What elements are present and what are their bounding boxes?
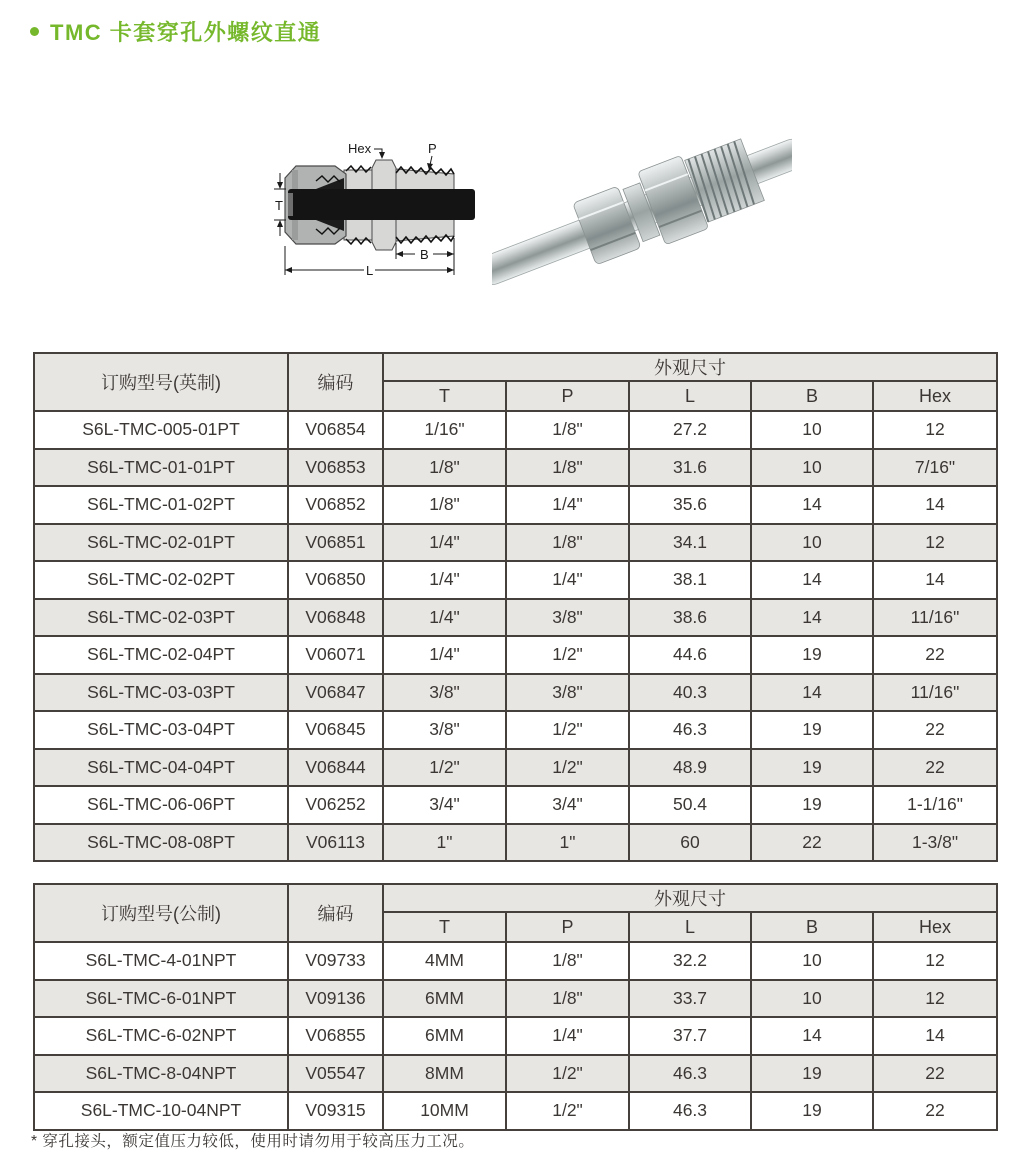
- table-cell: 22: [873, 711, 997, 749]
- table-cell: 14: [873, 1017, 997, 1055]
- dim-label-b: B: [420, 247, 429, 262]
- column-header-P: P: [506, 912, 629, 942]
- table-cell: 31.6: [629, 449, 751, 487]
- table-cell: V06850: [288, 561, 383, 599]
- table-cell: 46.3: [629, 1092, 751, 1130]
- table-cell: 6MM: [383, 980, 506, 1018]
- table-cell: 1/4": [506, 1017, 629, 1055]
- table-cell: 14: [873, 561, 997, 599]
- table-cell: 1/4": [506, 486, 629, 524]
- table-row: [34, 636, 997, 674]
- tube: [288, 189, 475, 220]
- table-cell: 14: [751, 486, 873, 524]
- table-cell: V06844: [288, 749, 383, 787]
- table-cell: 10: [751, 449, 873, 487]
- table-cell: 11/16": [873, 599, 997, 637]
- table-cell: 1/8": [383, 449, 506, 487]
- table-cell: S6L-TMC-08-08PT: [34, 824, 288, 862]
- table-cell: 1/4": [383, 561, 506, 599]
- table-cell: 14: [751, 561, 873, 599]
- table-cell: 33.7: [629, 980, 751, 1018]
- table-cell: 11/16": [873, 674, 997, 712]
- table-cell: 3/8": [383, 711, 506, 749]
- table-cell: 19: [751, 786, 873, 824]
- table-cell: 1/8": [506, 980, 629, 1018]
- table-cell: 14: [751, 674, 873, 712]
- table-cell: 10: [751, 980, 873, 1018]
- table-cell: 1-1/16": [873, 786, 997, 824]
- column-header-code: 编码: [288, 884, 383, 942]
- table-cell: 10: [751, 411, 873, 449]
- table-cell: S6L-TMC-03-03PT: [34, 674, 288, 712]
- column-header-L: L: [629, 381, 751, 411]
- table-cell: 1/4": [383, 636, 506, 674]
- table-row: [34, 749, 997, 787]
- table-row: [34, 711, 997, 749]
- table-cell: 1/2": [383, 749, 506, 787]
- table-cell: V06113: [288, 824, 383, 862]
- table-row: [34, 942, 997, 980]
- table-cell: 27.2: [629, 411, 751, 449]
- column-header-L: L: [629, 912, 751, 942]
- table-cell: 50.4: [629, 786, 751, 824]
- table-cell: S6L-TMC-8-04NPT: [34, 1055, 288, 1093]
- table-cell: 19: [751, 711, 873, 749]
- table-cell: S6L-TMC-02-03PT: [34, 599, 288, 637]
- table-cell: 14: [751, 599, 873, 637]
- table-row: [34, 411, 997, 449]
- table-cell: 1/8": [506, 411, 629, 449]
- table-cell: 12: [873, 411, 997, 449]
- table-row: [34, 599, 997, 637]
- table-cell: 1/8": [506, 942, 629, 980]
- table-cell: 4MM: [383, 942, 506, 980]
- table-cell: V06854: [288, 411, 383, 449]
- table-cell: 3/4": [506, 786, 629, 824]
- table-cell: 1/2": [506, 1055, 629, 1093]
- table-cell: 1/2": [506, 636, 629, 674]
- column-header-T: T: [383, 381, 506, 411]
- table-cell: 14: [751, 1017, 873, 1055]
- column-header-B: B: [751, 912, 873, 942]
- table-cell: 1/2": [506, 1092, 629, 1130]
- table-cell: V09136: [288, 980, 383, 1018]
- table-cell: V09315: [288, 1092, 383, 1130]
- table-row: [34, 524, 997, 562]
- table-row: [34, 561, 997, 599]
- table-cell: 22: [873, 749, 997, 787]
- table-row: [34, 786, 997, 824]
- page-title: TMC 卡套穿孔外螺纹直通: [50, 20, 322, 45]
- dim-label-p: P: [428, 141, 437, 156]
- table-cell: 1/8": [506, 449, 629, 487]
- table-cell: 38.1: [629, 561, 751, 599]
- column-group-dimensions: 外观尺寸: [383, 884, 997, 912]
- table-row: [34, 486, 997, 524]
- table-cell: 1/8": [383, 486, 506, 524]
- table-cell: S6L-TMC-01-01PT: [34, 449, 288, 487]
- table-cell: 12: [873, 942, 997, 980]
- table-cell: V09733: [288, 942, 383, 980]
- table-cell: 22: [873, 636, 997, 674]
- column-header-Hex: Hex: [873, 912, 997, 942]
- table-cell: S6L-TMC-005-01PT: [34, 411, 288, 449]
- bullet-icon: [30, 27, 39, 36]
- table-cell: 1/4": [506, 561, 629, 599]
- table-cell: 19: [751, 1092, 873, 1130]
- table-cell: 3/8": [506, 674, 629, 712]
- table-cell: 37.7: [629, 1017, 751, 1055]
- table-cell: 14: [873, 486, 997, 524]
- table-cell: V06252: [288, 786, 383, 824]
- table-cell: 44.6: [629, 636, 751, 674]
- table-row: [34, 1055, 997, 1093]
- table-row: [34, 674, 997, 712]
- table-cell: 46.3: [629, 711, 751, 749]
- table-cell: 1/16": [383, 411, 506, 449]
- table-cell: 12: [873, 980, 997, 1018]
- table-row: [34, 824, 997, 862]
- table-cell: S6L-TMC-01-02PT: [34, 486, 288, 524]
- table-cell: 1-3/8": [873, 824, 997, 862]
- table-cell: V06847: [288, 674, 383, 712]
- table-cell: S6L-TMC-06-06PT: [34, 786, 288, 824]
- table-cell: 1/4": [383, 599, 506, 637]
- table-cell: 10MM: [383, 1092, 506, 1130]
- table-cell: S6L-TMC-6-02NPT: [34, 1017, 288, 1055]
- table-cell: 1": [506, 824, 629, 862]
- table-cell: 35.6: [629, 486, 751, 524]
- table-cell: 1": [383, 824, 506, 862]
- column-header-Hex: Hex: [873, 381, 997, 411]
- imperial-spec-table: [33, 352, 998, 862]
- table-cell: S6L-TMC-02-01PT: [34, 524, 288, 562]
- table-cell: 46.3: [629, 1055, 751, 1093]
- table-cell: 40.3: [629, 674, 751, 712]
- table-cell: S6L-TMC-6-01NPT: [34, 980, 288, 1018]
- table-row: [34, 1017, 997, 1055]
- column-header-T: T: [383, 912, 506, 942]
- footnote: * 穿孔接头，额定值压力较低，使用时请勿用于较高压力工况。: [31, 1133, 475, 1150]
- table-cell: 19: [751, 749, 873, 787]
- table-cell: S6L-TMC-03-04PT: [34, 711, 288, 749]
- table-cell: 60: [629, 824, 751, 862]
- table-cell: 7/16": [873, 449, 997, 487]
- column-group-dimensions: 外观尺寸: [383, 353, 997, 381]
- table-cell: S6L-TMC-10-04NPT: [34, 1092, 288, 1130]
- table-row: [34, 1092, 997, 1130]
- table-cell: 8MM: [383, 1055, 506, 1093]
- metric-spec-table: [33, 883, 998, 1131]
- table-cell: 10: [751, 942, 873, 980]
- table-cell: V06853: [288, 449, 383, 487]
- table-cell: 12: [873, 524, 997, 562]
- table-cell: S6L-TMC-4-01NPT: [34, 942, 288, 980]
- table-cell: V05547: [288, 1055, 383, 1093]
- section-header: [30, 16, 321, 47]
- dim-label-hex: Hex: [348, 141, 372, 156]
- table-cell: 34.1: [629, 524, 751, 562]
- table-cell: 22: [873, 1092, 997, 1130]
- table-cell: 10: [751, 524, 873, 562]
- table-cell: 19: [751, 636, 873, 674]
- table-cell: 1/2": [506, 749, 629, 787]
- column-header-code: 编码: [288, 353, 383, 411]
- column-header-model: 订购型号(英制): [34, 353, 288, 411]
- table-cell: 22: [751, 824, 873, 862]
- column-header-P: P: [506, 381, 629, 411]
- table-cell: V06071: [288, 636, 383, 674]
- table-cell: V06848: [288, 599, 383, 637]
- table-cell: 19: [751, 1055, 873, 1093]
- table-cell: V06852: [288, 486, 383, 524]
- table-cell: 1/8": [506, 524, 629, 562]
- table-cell: 3/8": [383, 674, 506, 712]
- tube-bore: [288, 193, 293, 216]
- column-header-model: 订购型号(公制): [34, 884, 288, 942]
- table-cell: 32.2: [629, 942, 751, 980]
- table-cell: S6L-TMC-02-04PT: [34, 636, 288, 674]
- table-cell: V06845: [288, 711, 383, 749]
- table-cell: 6MM: [383, 1017, 506, 1055]
- column-header-B: B: [751, 381, 873, 411]
- fitting-assembly: [492, 126, 792, 296]
- dim-label-t: T: [275, 198, 283, 213]
- table-cell: S6L-TMC-02-02PT: [34, 561, 288, 599]
- table-cell: 38.6: [629, 599, 751, 637]
- dim-label-l: L: [366, 263, 374, 278]
- table-cell: S6L-TMC-04-04PT: [34, 749, 288, 787]
- table-cell: 22: [873, 1055, 997, 1093]
- table-cell: 1/2": [506, 711, 629, 749]
- table-cell: 3/8": [506, 599, 629, 637]
- table-cell: V06851: [288, 524, 383, 562]
- table-cell: 48.9: [629, 749, 751, 787]
- table-row: [34, 449, 997, 487]
- product-render: [492, 126, 792, 296]
- table-row: [34, 980, 997, 1018]
- table-cell: V06855: [288, 1017, 383, 1055]
- table-cell: 3/4": [383, 786, 506, 824]
- table-cell: 1/4": [383, 524, 506, 562]
